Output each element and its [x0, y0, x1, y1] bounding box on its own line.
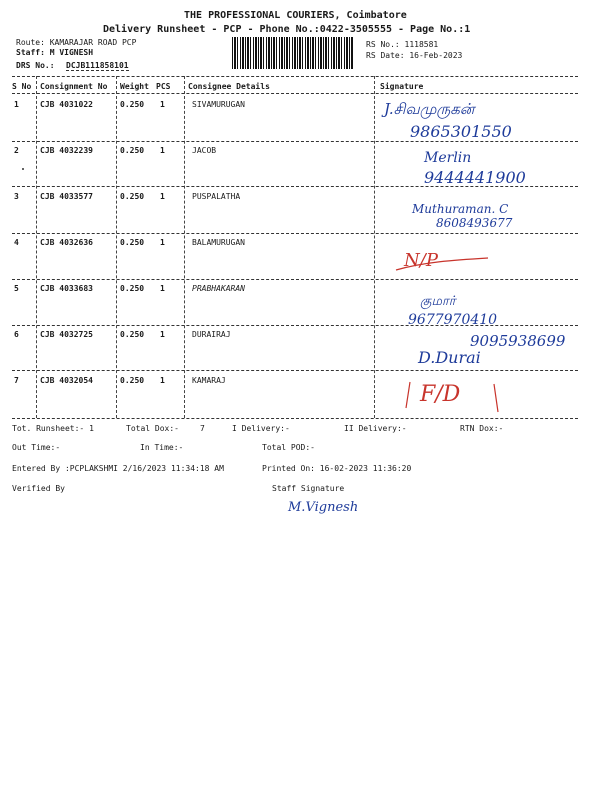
row-pcs: 1	[160, 100, 165, 109]
col-header-pcs: PCS	[156, 82, 171, 91]
recipient-phone: 8608493677	[436, 216, 513, 230]
row-consignee: KAMARAJ	[192, 376, 226, 385]
rs-number: RS No.: 1118581	[366, 40, 439, 49]
out-time: Out Time:-	[12, 443, 61, 452]
recipient-phone: 9865301550	[410, 122, 512, 141]
rtn-dox: RTN Dox:-	[460, 424, 504, 433]
col-header-signature: Signature	[380, 82, 424, 91]
row-pcs: 1	[160, 146, 165, 155]
barcode-image	[232, 37, 354, 69]
row-divider	[12, 141, 578, 142]
recipient-phone: 9444441900	[424, 168, 526, 187]
not-present-mark: N/P	[404, 250, 438, 271]
row-consignee: BALAMURUGAN	[192, 238, 245, 247]
row-pcs: 1	[160, 376, 165, 385]
ink-mark	[22, 168, 24, 170]
row-sno: 4	[14, 238, 19, 247]
row-weight: 0.250	[120, 146, 145, 155]
column-divider	[36, 76, 37, 418]
column-divider	[184, 76, 185, 418]
total-dox-value: 7	[200, 424, 205, 433]
table-bottom-rule	[12, 418, 578, 419]
row-consignment: CJB 4032054	[40, 376, 93, 385]
verified-by: Verified By	[12, 484, 65, 493]
total-dox-label: Total Dox:-	[126, 424, 179, 433]
recipient-signature: குமார்	[420, 294, 456, 309]
row-weight: 0.250	[120, 284, 145, 293]
row-weight: 0.250	[120, 100, 145, 109]
company-title: THE PROFESSIONAL COURIERS, Coimbatore	[184, 10, 407, 21]
in-time: In Time:-	[140, 443, 184, 452]
row-divider	[12, 279, 578, 280]
table-top-rule	[12, 76, 578, 77]
col-header-consignment: Consignment No	[40, 82, 108, 91]
row-sno: 5	[14, 284, 19, 293]
recipient-signature: D.Durai	[418, 348, 481, 367]
row-divider	[12, 325, 578, 326]
handwritten-underline	[394, 254, 490, 280]
row-consignment: CJB 4033577	[40, 192, 93, 201]
row-consignee: PUSPALATHA	[192, 192, 241, 201]
row-consignee: SIVAMURUGAN	[192, 100, 245, 109]
row-divider	[12, 233, 578, 234]
row-pcs: 1	[160, 238, 165, 247]
first-delivery-count: I Delivery:-	[232, 424, 290, 433]
row-consignment: CJB 4033683	[40, 284, 93, 293]
runsheet-subtitle: Delivery Runsheet - PCP - Phone No.:0422-3505555 - Page No.:1	[103, 24, 471, 35]
row-sno: 1	[14, 100, 19, 109]
row-consignment: CJB 4032239	[40, 146, 93, 155]
recipient-signature: J.சிவமுருகன்	[384, 100, 475, 118]
row-consignee: JACOB	[192, 146, 217, 155]
row-weight: 0.250	[120, 330, 145, 339]
first-delivery-mark: F/D	[420, 382, 461, 407]
row-pcs: 1	[160, 330, 165, 339]
row-sno: 6	[14, 330, 19, 339]
col-header-details: Consignee Details	[188, 82, 270, 91]
column-divider	[374, 76, 375, 418]
row-consignment: CJB 4032636	[40, 238, 93, 247]
row-weight: 0.250	[120, 192, 145, 201]
recipient-phone: 9677970410	[408, 312, 498, 328]
row-pcs: 1	[160, 192, 165, 201]
drs-number: DCJB111858101	[66, 61, 129, 70]
col-header-weight: Weight	[120, 82, 149, 91]
header-bottom-rule	[12, 93, 578, 94]
column-divider	[116, 76, 117, 418]
row-sno: 2	[14, 146, 19, 155]
recipient-signature: Muthuraman. C	[412, 202, 509, 216]
col-header-sno: S No	[12, 82, 32, 91]
staff-signature-label: Staff Signature	[272, 484, 345, 493]
row-divider	[12, 370, 578, 371]
staff-label: Staff: M VIGNESH	[16, 48, 94, 57]
rs-date: RS Date: 16-Feb-2023	[366, 51, 463, 60]
row-consignee: DURAIRAJ	[192, 330, 231, 339]
row-consignment: CJB 4032725	[40, 330, 93, 339]
row-pcs: 1	[160, 284, 165, 293]
row-sno: 7	[14, 376, 19, 385]
row-sno: 3	[14, 192, 19, 201]
row-consignee: PRABHAKARAN	[192, 284, 245, 293]
total-pod: Total POD:-	[262, 443, 315, 452]
row-divider	[12, 186, 578, 187]
recipient-signature: Merlin	[424, 150, 472, 166]
route-label: Route: KAMARAJAR ROAD PCP	[16, 38, 137, 47]
recipient-phone: 9095938699	[470, 332, 566, 350]
printed-on: Printed On: 16-02-2023 11:36:20	[262, 464, 412, 473]
entered-by: Entered By :PCPLAKSHMI 2/16/2023 11:34:18 AM	[12, 464, 224, 473]
row-weight: 0.250	[120, 376, 145, 385]
second-delivery-count: II Delivery:-	[344, 424, 407, 433]
staff-signature: M.Vignesh	[288, 500, 359, 515]
total-runsheet: Tot. Runsheet:- 1	[12, 424, 94, 433]
row-weight: 0.250	[120, 238, 145, 247]
drs-label: DRS No.:	[16, 61, 55, 70]
handwritten-bracket	[400, 378, 504, 416]
row-consignment: CJB 4031022	[40, 100, 93, 109]
